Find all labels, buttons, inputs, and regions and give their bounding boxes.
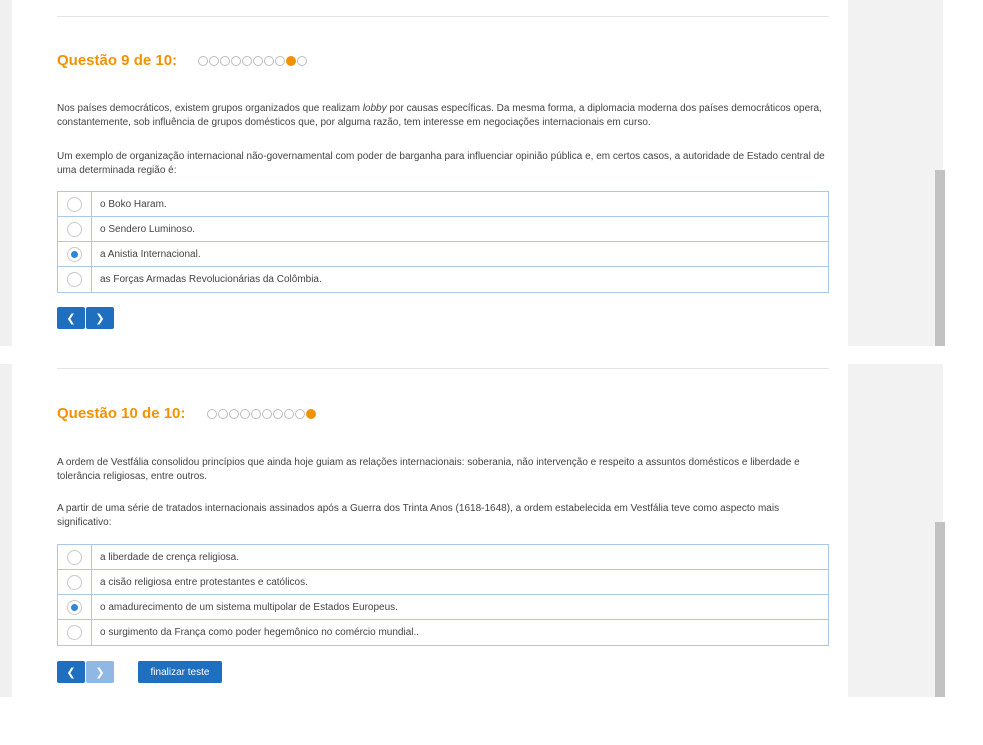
left-gutter <box>0 0 12 346</box>
radio-button[interactable] <box>67 197 82 212</box>
progress-dot <box>229 409 239 419</box>
question-text-italic: lobby <box>362 103 387 114</box>
progress-dot <box>231 56 241 66</box>
radio-button[interactable] <box>67 550 82 565</box>
right-gutter <box>848 364 943 697</box>
question-9-panel <box>0 0 983 346</box>
answer-option[interactable] <box>58 267 828 292</box>
chevron-right-icon: ❯ <box>95 666 105 679</box>
question-title: Questão 10 de 10: <box>57 405 186 422</box>
radio-cell <box>58 545 92 569</box>
chevron-left-icon: ❮ <box>66 666 76 679</box>
answer-option-label: as Forças Armadas Revolucionárias da Colômbia. <box>100 274 322 285</box>
right-gutter <box>848 0 943 346</box>
progress-dot <box>251 409 261 419</box>
finish-test-button[interactable]: finalizar teste <box>138 661 222 683</box>
answer-option[interactable] <box>58 545 828 570</box>
progress-dot <box>220 56 230 66</box>
answer-option-label: o surgimento da França como poder hegemônico no comércio mundial.. <box>100 627 420 638</box>
question-title: Questão 9 de 10: <box>57 52 178 69</box>
progress-dot <box>295 409 305 419</box>
answer-option[interactable] <box>58 217 828 242</box>
question-text-part: por causas específicas. Da mesma forma, a diplomacia moderna dos países democráticos opera, constantemente, sob influência de grupos domésticos que, por alguma razão, tem interesse em negociações internacionais em curso. <box>57 103 822 128</box>
radio-cell <box>58 217 92 241</box>
question-prompt: A partir de uma série de tratados internacionais assinados após a Guerra dos Trinta Anos (1618-1648), a ordem estabelecida em Vestfália teve como aspecto mais significativo: <box>57 503 780 528</box>
radio-cell <box>58 620 92 645</box>
answer-option-label: o amadurecimento de um sistema multipolar de Estados Europeus. <box>100 601 398 613</box>
progress-dot <box>273 409 283 419</box>
divider <box>57 368 829 369</box>
radio-cell <box>58 570 92 594</box>
chevron-right-icon: ❯ <box>95 312 105 325</box>
answer-option-label: a liberdade de crença religiosa. <box>100 551 239 563</box>
progress-dot <box>297 56 307 66</box>
answer-option-label: a cisão religiosa entre protestantes e católicos. <box>100 576 308 588</box>
radio-cell <box>58 267 92 292</box>
question-text-part: Nos países democráticos, existem grupos organizados que realizam <box>57 103 363 114</box>
left-gutter <box>0 364 12 697</box>
answer-option[interactable] <box>58 570 828 595</box>
answer-option-label: o Sendero Luminoso. <box>100 223 196 235</box>
divider <box>57 16 829 17</box>
radio-cell <box>58 595 92 619</box>
progress-dot <box>253 56 263 66</box>
answer-option[interactable] <box>58 595 828 620</box>
progress-dot <box>209 56 219 66</box>
radio-button[interactable] <box>67 247 82 262</box>
radio-cell <box>58 192 92 216</box>
progress-dot <box>207 409 217 419</box>
progress-dot <box>284 409 294 419</box>
progress-dots <box>198 52 308 69</box>
progress-dot <box>264 56 274 66</box>
progress-dot-current <box>306 409 316 419</box>
radio-button[interactable] <box>67 272 82 287</box>
question-10-panel <box>0 364 983 697</box>
answer-options <box>57 544 829 646</box>
progress-dot-current <box>286 56 296 66</box>
radio-button[interactable] <box>67 600 82 615</box>
answer-option[interactable] <box>58 242 828 267</box>
question-text <box>57 102 832 130</box>
answer-option-label: o Boko Haram. <box>100 198 167 210</box>
radio-button[interactable] <box>67 625 82 640</box>
next-button[interactable] <box>86 307 114 329</box>
radio-button[interactable] <box>67 222 82 237</box>
progress-dot <box>275 56 285 66</box>
radio-selected-dot <box>71 251 78 258</box>
chevron-left-icon: ❮ <box>66 312 76 325</box>
next-button[interactable] <box>86 661 114 683</box>
radio-button[interactable] <box>67 575 82 590</box>
progress-dot <box>240 409 250 419</box>
question-text: A ordem de Vestfália consolidou princípios que ainda hoje guiam as relações internacionais: soberania, não intervenção e respeito a assuntos domésticos e liberdade e tolerância religiosas, entre outros. <box>57 457 800 482</box>
radio-cell <box>58 242 92 266</box>
panel-gap <box>0 346 983 364</box>
radio-selected-dot <box>71 604 78 611</box>
progress-dots <box>207 405 317 422</box>
scrollbar-thumb[interactable] <box>935 522 945 697</box>
prev-button[interactable] <box>57 307 85 329</box>
progress-dot <box>218 409 228 419</box>
progress-dot <box>198 56 208 66</box>
scrollbar-thumb[interactable] <box>935 170 945 346</box>
progress-dot <box>242 56 252 66</box>
answer-option[interactable] <box>58 620 828 645</box>
answer-option-label: a Anistia Internacional. <box>100 248 201 260</box>
question-prompt: Um exemplo de organização internacional não-governamental com poder de barganha para influenciar opinião pública e, em certos casos, a autoridade de Estado central de uma determinada região é: <box>57 151 825 176</box>
prev-button[interactable] <box>57 661 85 683</box>
progress-dot <box>262 409 272 419</box>
answer-option[interactable] <box>58 192 828 217</box>
answer-options <box>57 191 829 293</box>
